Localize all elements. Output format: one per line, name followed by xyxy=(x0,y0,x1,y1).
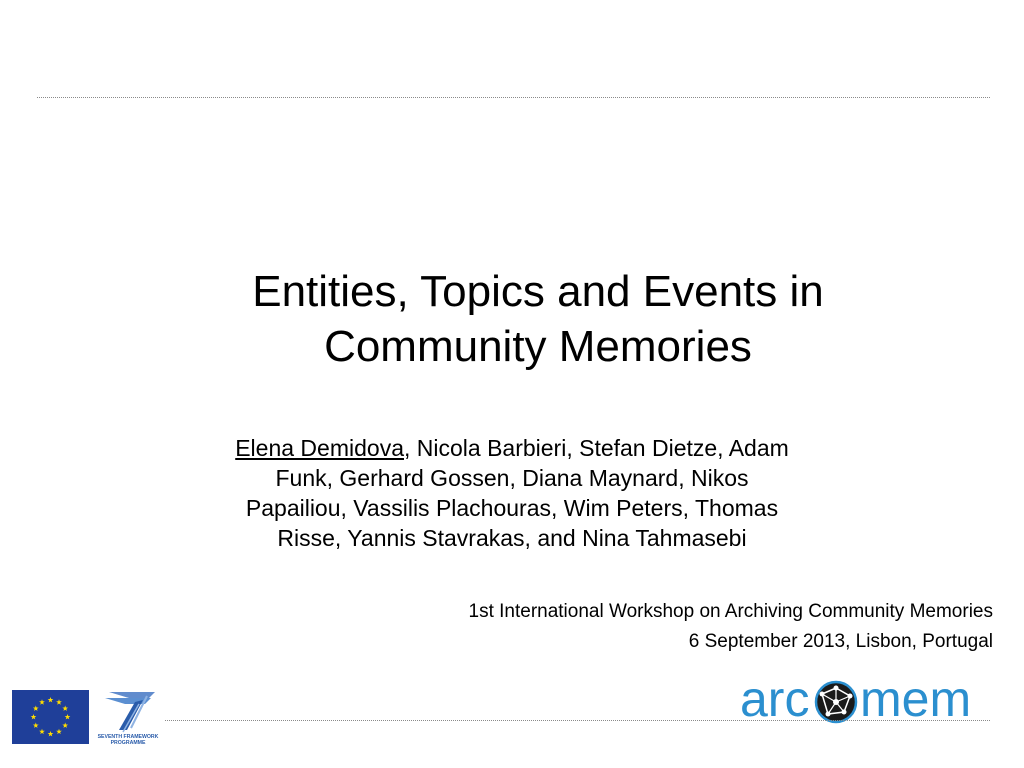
top-divider xyxy=(37,97,990,98)
arcomem-text-left: arc xyxy=(740,672,810,727)
venue-line-2: 6 September 2013, Lisbon, Portugal xyxy=(688,631,993,652)
presenter-name: Elena Demidova xyxy=(235,435,404,461)
author-line-4: Risse, Yannis Stavrakas, and Nina Tahmasebi xyxy=(277,525,747,551)
slide-title xyxy=(150,264,926,374)
title-line-2: Community Memories xyxy=(324,322,752,371)
author-list xyxy=(150,433,874,553)
arcomem-text-right: mem xyxy=(860,672,972,727)
venue-info xyxy=(193,597,993,657)
venue-line-1: 1st International Workshop on Archiving Community Memories xyxy=(468,601,993,622)
title-line-1: Entities, Topics and Events in xyxy=(252,267,824,316)
eu-flag-icon xyxy=(12,690,89,744)
globe-icon xyxy=(816,682,856,722)
author-line-1 xyxy=(150,433,874,463)
author-line-2: Funk, Gerhard Gossen, Diana Maynard, Nikos xyxy=(275,465,749,491)
author-line-3: Papailiou, Vassilis Plachouras, Wim Peters, Thomas xyxy=(245,495,779,521)
bottom-divider xyxy=(165,720,990,721)
fp7-logo xyxy=(95,690,161,746)
fp7-line-2: PROGRAMME xyxy=(110,740,146,746)
author-line-1-rest: , Nicola Barbieri, Stefan Dietze, Adam xyxy=(403,435,789,461)
fp7-line-1: SEVENTH FRAMEWORK xyxy=(97,734,159,740)
